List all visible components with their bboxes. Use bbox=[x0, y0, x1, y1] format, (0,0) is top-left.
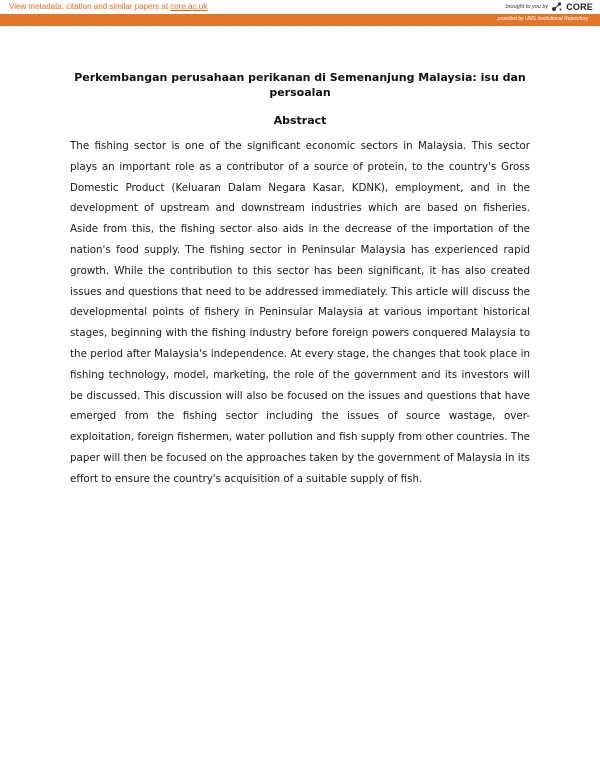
core-header bbox=[0, 0, 600, 14]
abstract-heading: Abstract bbox=[273, 114, 327, 127]
brought-to-you-by[interactable] bbox=[506, 1, 593, 12]
abstract-body: The fishing sector is one of the significant economic sectors in Malaysia. This sector plays an important role as a contributor of a source of protein, to the country's Gross Domestic Product (Keluaran Dalam Negara Kasar, KDNK), employment, and in the development of upstream and downstream industries which are based on fisheries. Aside from this, the fishing sector also aids in the decrease of the importation of the nation's food supply. The fishing sector in Peninsular Malaysia has experienced rapid growth. While the contribution to this sector has been significant, it has also created issues and questions that need to be addressed immediately. This article will discuss the developmental points of fishery in Peninsular Malaysia at various important historical stages, beginning with the fishing industry before foreign powers conquered Malaysia to the period after Malaysia's independence. At every stage, the changes that took place in fishing technology, model, marketing, the role of the government and its investors will be discussed. This discussion will also be focused on the issues and questions that have emerged from the fishing sector including the issues of source wastage, over-exploitation, foreign fishermen, water pollution and fish supply from other countries. The paper will then be focused on the approaches taken by the government of Malaysia in its effort to ensure the country's acquisition of a suitable supply of fish. bbox=[70, 140, 530, 485]
core-logo-icon bbox=[551, 1, 563, 12]
core-metadata-link[interactable] bbox=[9, 2, 207, 11]
core-link-prefix: View metadata, citation and similar papers at bbox=[9, 2, 171, 11]
core-brand: CORE bbox=[566, 1, 593, 12]
brought-by-label: brought to you by bbox=[505, 3, 549, 10]
document-title: Perkembangan perusahaan perikanan di Semenanjung Malaysia: isu dan persoalan bbox=[74, 71, 526, 99]
core-link-domain[interactable]: core.ac.uk bbox=[170, 2, 208, 11]
provided-by-label: provided by UMS Institutional Repository bbox=[497, 16, 588, 22]
repository-bar bbox=[0, 14, 600, 26]
